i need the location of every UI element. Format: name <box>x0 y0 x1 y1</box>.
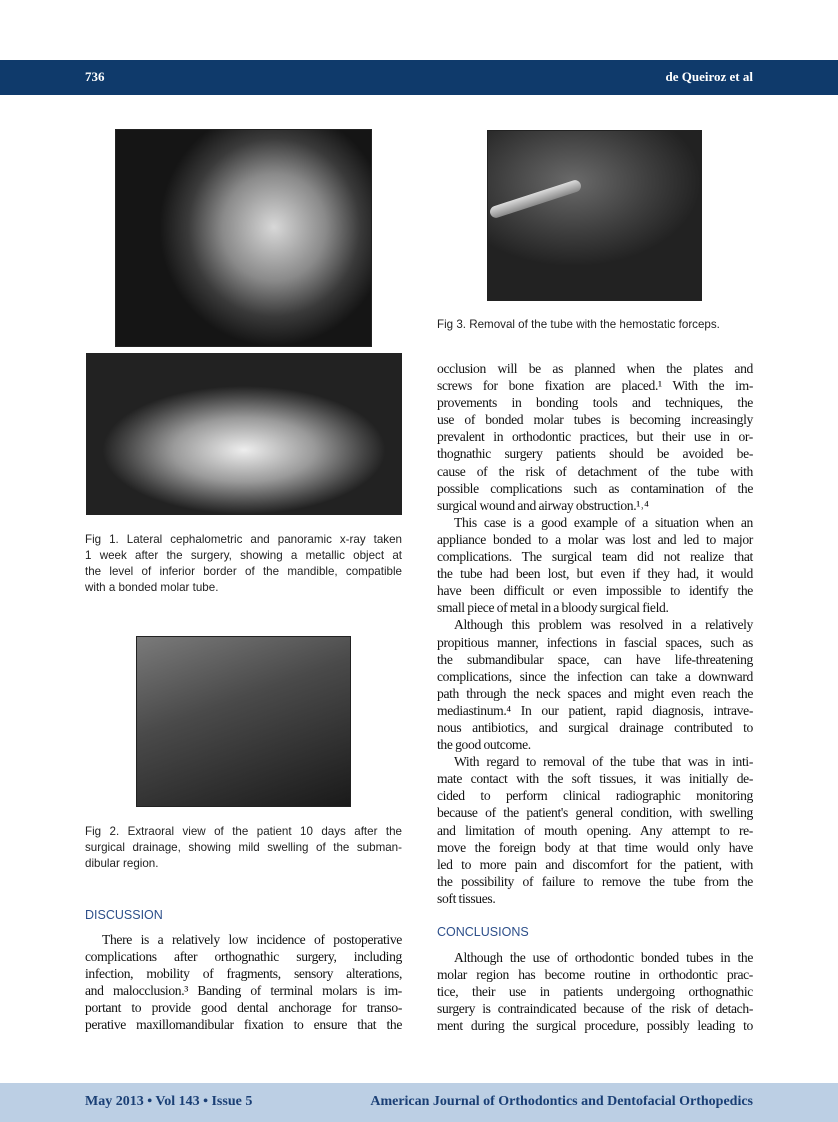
journal-name: American Journal of Orthodontics and Dentofacial Orthopedics <box>370 1094 753 1109</box>
text-line: thognathic surgery patients should be avoided be- <box>437 446 753 462</box>
conclusions-heading: CONCLUSIONS <box>437 925 529 939</box>
caption-line: 1 week after the surgery, showing a metallic object at <box>85 549 402 562</box>
figure-3-caption: Fig 3. Removal of the tube with the hemostatic forceps. <box>437 318 720 331</box>
text-line: and limitation of mouth opening. Any attempt to re- <box>437 822 753 838</box>
text-line: the submandibular space, can have life-threatening <box>437 651 753 667</box>
issue-info: May 2013 • Vol 143 • Issue 5 <box>85 1094 253 1109</box>
text-line: use of bonded molar tubes is becoming increasingly <box>437 412 753 428</box>
text-line: path through the neck spaces and might even reach the <box>437 685 753 701</box>
text-line: Although the use of orthodontic bonded tubes in the <box>454 950 753 965</box>
caption-line: dibular region. <box>85 857 159 870</box>
text-line: cause of the risk of detachment of the tube with <box>437 463 753 479</box>
text-line: possible complications such as contamination of the <box>437 480 753 496</box>
text-line: soft tissues. <box>437 890 496 906</box>
text-line: complications. The surgical team did not realize that <box>437 549 753 565</box>
text-line: There is a relatively low incidence of postoperative <box>102 932 402 947</box>
text-line: With regard to removal of the tube that was in inti- <box>454 754 753 770</box>
text-line: surgery is contraindicated because of the risk of detach- <box>437 1001 753 1017</box>
text-line: nous antibiotics, and surgical drainage contributed to <box>437 719 753 735</box>
text-line: surgical wound and airway obstruction.¹˒⁴ <box>437 497 649 513</box>
running-header <box>0 60 838 95</box>
text-line: propitious manner, infections in fascial spaces, such as <box>437 634 753 650</box>
text-line: mediastinum.⁴ In our patient, rapid diagnosis, intrave- <box>437 702 753 718</box>
text-line: small piece of metal in a bloody surgical field. <box>437 600 669 616</box>
text-line: the possibility of failure to remove the tube from the <box>437 873 753 889</box>
text-line: prevalent in orthodontic practices, but their use in or- <box>437 429 753 445</box>
text-line: move the foreign body at that time would only have <box>437 839 753 855</box>
text-line: the tube had been lost, but even if they had, it would <box>437 566 753 582</box>
text-line: complications, since the infection can take a downward <box>437 668 753 684</box>
caption-line: Fig 2. Extraoral view of the patient 10 days after the <box>85 825 402 838</box>
caption-line: Fig 1. Lateral cephalometric and panoramic x-ray taken <box>85 533 402 546</box>
conclusions-paragraph <box>437 949 753 1034</box>
discussion-paragraph <box>85 931 402 1034</box>
text-line: led to more pain and discomfort for the patient, with <box>437 856 753 872</box>
text-line: infection, mobility of fragments, sensory alterations, <box>85 966 402 982</box>
text-line: screws for bone fixation are placed.¹ With the im- <box>437 378 753 394</box>
text-line: mate contact with the soft tissues, it was initially de- <box>437 771 753 787</box>
text-line: molar region has become routine in orthodontic prac- <box>437 967 753 983</box>
figure-2-caption <box>85 824 402 872</box>
running-authors: de Queiroz et al <box>665 69 753 84</box>
caption-line: with a bonded molar tube. <box>85 581 219 594</box>
text-line: cided to perform clinical radiographic monitoring <box>437 788 753 804</box>
caption-line: the level of inferior border of the mandible, compatible <box>85 565 402 578</box>
text-line: provements in bonding tools and techniques, the <box>437 395 753 411</box>
panoramic-xray-image <box>86 353 402 515</box>
text-line: This case is a good example of a situation when an <box>454 514 753 530</box>
text-line: and malocclusion.³ Banding of terminal molars is im- <box>85 983 402 999</box>
tube-removal-photo-image <box>487 130 702 301</box>
text-line: appliance bonded to a molar was lost and led to major <box>437 531 753 547</box>
cephalometric-xray-image <box>115 129 372 347</box>
caption-line: surgical drainage, showing mild swelling of the subman- <box>85 841 402 854</box>
text-line: the good outcome. <box>437 737 531 753</box>
figure-1-caption <box>85 532 402 596</box>
text-line: tice, their use in patients undergoing orthognathic <box>437 984 753 1000</box>
forceps-shape <box>488 179 582 220</box>
text-line: ment during the surgical procedure, possibly leading to <box>437 1018 753 1034</box>
running-footer <box>0 1083 838 1122</box>
right-column-text <box>437 360 753 907</box>
text-line: perative maxillomandibular fixation to ensure that the <box>85 1017 402 1033</box>
page-number: 736 <box>85 69 105 84</box>
text-line: because of the patient's general condition, with swelling <box>437 805 753 821</box>
text-line: have been difficult or even impossible to identify the <box>437 583 753 599</box>
text-line: occlusion will be as planned when the plates and <box>437 361 753 376</box>
text-line: complications after orthognathic surgery, including <box>85 949 402 965</box>
discussion-heading: DISCUSSION <box>85 908 163 922</box>
extraoral-photo-image <box>136 636 351 807</box>
text-line: Although this problem was resolved in a relatively <box>454 617 753 633</box>
text-line: portant to provide good dental anchorage for transo- <box>85 1000 402 1016</box>
